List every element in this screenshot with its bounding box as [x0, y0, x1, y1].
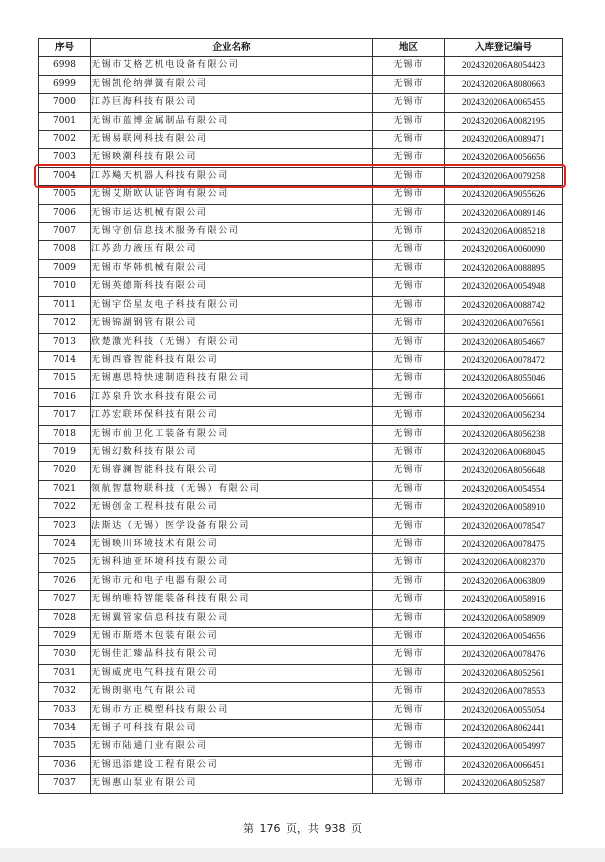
- row-serial-no: 7010: [39, 278, 91, 296]
- row-region: 无锡市: [373, 112, 445, 130]
- row-registration-code: 2024320206A0056661: [445, 388, 563, 406]
- row-registration-code: 2024320206A8062441: [445, 720, 563, 738]
- row-company-name: 无锡市斯塔木包装有限公司: [91, 628, 373, 646]
- row-company-name: 无锡纳唯特智能装备科技有限公司: [91, 591, 373, 609]
- row-serial-no: 7009: [39, 259, 91, 277]
- row-registration-code: 2024320206A8056238: [445, 425, 563, 443]
- row-region: 无锡市: [373, 443, 445, 461]
- table-row: [39, 664, 563, 682]
- row-serial-no: 7034: [39, 720, 91, 738]
- row-company-name: 无锡映川环境技术有限公司: [91, 535, 373, 553]
- page-label-mid: 页，共: [286, 822, 319, 835]
- row-region: 无锡市: [373, 131, 445, 149]
- table-row: [39, 57, 563, 75]
- row-registration-code: 2024320206A0079258: [445, 167, 563, 185]
- row-registration-code: 2024320206A0058916: [445, 591, 563, 609]
- header-registration-code: 入库登记编号: [445, 39, 563, 57]
- row-region: 无锡市: [373, 720, 445, 738]
- row-registration-code: 2024320206A0055054: [445, 701, 563, 719]
- row-company-name: 无锡威虎电气科技有限公司: [91, 664, 373, 682]
- row-region: 无锡市: [373, 480, 445, 498]
- row-company-name: 无锡迅添建设工程有限公司: [91, 756, 373, 774]
- row-serial-no: 7022: [39, 499, 91, 517]
- row-region: 无锡市: [373, 572, 445, 590]
- table-row: [39, 351, 563, 369]
- row-registration-code: 2024320206A0082370: [445, 554, 563, 572]
- table-row: [39, 628, 563, 646]
- row-serial-no: 7026: [39, 572, 91, 590]
- row-company-name: 无锡市方正模塑科技有限公司: [91, 701, 373, 719]
- row-serial-no: 7030: [39, 646, 91, 664]
- row-company-name: 无锡市艾格艺机电设备有限公司: [91, 57, 373, 75]
- row-registration-code: 2024320206A0089471: [445, 131, 563, 149]
- row-serial-no: 7020: [39, 462, 91, 480]
- row-serial-no: 7016: [39, 388, 91, 406]
- table-row: [39, 683, 563, 701]
- table-row: [39, 480, 563, 498]
- row-registration-code: 2024320206A0060090: [445, 241, 563, 259]
- row-company-name: 无锡佳汇臻晶科技有限公司: [91, 646, 373, 664]
- row-registration-code: 2024320206A8054667: [445, 333, 563, 351]
- row-registration-code: 2024320206A0063809: [445, 572, 563, 590]
- table-row: [39, 407, 563, 425]
- row-serial-no: 7005: [39, 186, 91, 204]
- row-registration-code: 2024320206A9055626: [445, 186, 563, 204]
- row-serial-no: 7003: [39, 149, 91, 167]
- row-region: 无锡市: [373, 554, 445, 572]
- row-region: 无锡市: [373, 94, 445, 112]
- row-region: 无锡市: [373, 296, 445, 314]
- row-company-name: 无锡科迪亚环境科技有限公司: [91, 554, 373, 572]
- row-serial-no: 7004: [39, 167, 91, 185]
- row-serial-no: 7031: [39, 664, 91, 682]
- row-region: 无锡市: [373, 628, 445, 646]
- row-company-name: 无锡市运达机械有限公司: [91, 204, 373, 222]
- table-row: [39, 112, 563, 130]
- row-region: 无锡市: [373, 775, 445, 793]
- row-serial-no: 7036: [39, 756, 91, 774]
- row-registration-code: 2024320206A0056234: [445, 407, 563, 425]
- row-region: 无锡市: [373, 407, 445, 425]
- row-serial-no: 7017: [39, 407, 91, 425]
- enterprise-registry-table: [38, 38, 563, 794]
- row-company-name: 法斯达（无锡）医学设备有限公司: [91, 517, 373, 535]
- row-region: 无锡市: [373, 259, 445, 277]
- row-company-name: 无锡易联网科技有限公司: [91, 131, 373, 149]
- row-region: 无锡市: [373, 425, 445, 443]
- row-serial-no: 7014: [39, 351, 91, 369]
- row-registration-code: 2024320206A0078472: [445, 351, 563, 369]
- row-company-name: 无锡市陆通门业有限公司: [91, 738, 373, 756]
- row-registration-code: 2024320206A0056656: [445, 149, 563, 167]
- row-region: 无锡市: [373, 462, 445, 480]
- row-company-name: 无锡凯伦纳弹簧有限公司: [91, 75, 373, 93]
- row-registration-code: 2024320206A0054997: [445, 738, 563, 756]
- row-registration-code: 2024320206A0078476: [445, 646, 563, 664]
- page-total: 938: [324, 822, 346, 835]
- table-row: [39, 572, 563, 590]
- row-registration-code: 2024320206A0088742: [445, 296, 563, 314]
- table-row: [39, 462, 563, 480]
- row-serial-no: 7033: [39, 701, 91, 719]
- row-region: 无锡市: [373, 646, 445, 664]
- row-region: 无锡市: [373, 535, 445, 553]
- row-region: 无锡市: [373, 186, 445, 204]
- row-region: 无锡市: [373, 278, 445, 296]
- row-serial-no: 7001: [39, 112, 91, 130]
- table-row: [39, 738, 563, 756]
- row-serial-no: 7015: [39, 370, 91, 388]
- header-serial-no: 序号: [39, 39, 91, 57]
- table-row: [39, 517, 563, 535]
- row-region: 无锡市: [373, 388, 445, 406]
- row-serial-no: 7035: [39, 738, 91, 756]
- row-company-name: 无锡创金工程科技有限公司: [91, 499, 373, 517]
- row-company-name: 无锡睿澜智能科技有限公司: [91, 462, 373, 480]
- page-label-suffix: 页: [351, 822, 362, 835]
- row-company-name: 江苏宏联环保科技有限公司: [91, 407, 373, 425]
- row-serial-no: 7024: [39, 535, 91, 553]
- row-serial-no: 7011: [39, 296, 91, 314]
- row-serial-no: 6998: [39, 57, 91, 75]
- row-registration-code: 2024320206A0068045: [445, 443, 563, 461]
- row-registration-code: 2024320206A0082195: [445, 112, 563, 130]
- row-serial-no: 6999: [39, 75, 91, 93]
- viewer-bottom-edge: [0, 848, 605, 862]
- row-registration-code: 2024320206A0058909: [445, 609, 563, 627]
- row-region: 无锡市: [373, 315, 445, 333]
- row-company-name: 无锡映潮科技有限公司: [91, 149, 373, 167]
- row-company-name: 欣楚激光科技（无锡）有限公司: [91, 333, 373, 351]
- row-region: 无锡市: [373, 609, 445, 627]
- row-registration-code: 2024320206A8052561: [445, 664, 563, 682]
- row-company-name: 江苏巨海科技有限公司: [91, 94, 373, 112]
- row-serial-no: 7028: [39, 609, 91, 627]
- table-row: [39, 720, 563, 738]
- row-region: 无锡市: [373, 756, 445, 774]
- table-row: [39, 296, 563, 314]
- table-row: [39, 131, 563, 149]
- row-registration-code: 2024320206A0058910: [445, 499, 563, 517]
- header-region: 地区: [373, 39, 445, 57]
- row-registration-code: 2024320206A0078547: [445, 517, 563, 535]
- row-region: 无锡市: [373, 75, 445, 93]
- row-company-name: 江苏泉升饮水科技有限公司: [91, 388, 373, 406]
- row-company-name: 无锡英德斯科技有限公司: [91, 278, 373, 296]
- table-row: [39, 186, 563, 204]
- page-current: 176: [259, 822, 281, 835]
- row-company-name: 无锡子可科技有限公司: [91, 720, 373, 738]
- table-row: [39, 75, 563, 93]
- table-row: [39, 499, 563, 517]
- row-registration-code: 2024320206A0054554: [445, 480, 563, 498]
- row-registration-code: 2024320206A8056648: [445, 462, 563, 480]
- row-serial-no: 7018: [39, 425, 91, 443]
- row-company-name: 无锡宇岱星友电子科技有限公司: [91, 296, 373, 314]
- row-serial-no: 7037: [39, 775, 91, 793]
- row-region: 无锡市: [373, 351, 445, 369]
- table-row: [39, 388, 563, 406]
- row-registration-code: 2024320206A0089146: [445, 204, 563, 222]
- row-company-name: 无锡艾斯欧认证咨询有限公司: [91, 186, 373, 204]
- row-registration-code: 2024320206A0054948: [445, 278, 563, 296]
- row-company-name: 无锡幻数科技有限公司: [91, 443, 373, 461]
- row-registration-code: 2024320206A0085218: [445, 223, 563, 241]
- table-row: [39, 278, 563, 296]
- row-registration-code: 2024320206A8054423: [445, 57, 563, 75]
- row-company-name: 无锡锦湖钢管有限公司: [91, 315, 373, 333]
- table-row: [39, 241, 563, 259]
- row-region: 无锡市: [373, 57, 445, 75]
- table-row: [39, 756, 563, 774]
- table-row: [39, 259, 563, 277]
- row-company-name: 无锡翼管家信息科技有限公司: [91, 609, 373, 627]
- row-region: 无锡市: [373, 241, 445, 259]
- row-region: 无锡市: [373, 664, 445, 682]
- row-company-name: 无锡西睿智能科技有限公司: [91, 351, 373, 369]
- row-serial-no: 7027: [39, 591, 91, 609]
- row-serial-no: 7006: [39, 204, 91, 222]
- row-registration-code: 2024320206A0065455: [445, 94, 563, 112]
- table-row: [39, 223, 563, 241]
- row-company-name: 江苏劲力液压有限公司: [91, 241, 373, 259]
- row-registration-code: 2024320206A0078475: [445, 535, 563, 553]
- table-row: [39, 94, 563, 112]
- table-row: [39, 425, 563, 443]
- row-company-name: 无锡市元和电子电器有限公司: [91, 572, 373, 590]
- table-row: [39, 370, 563, 388]
- table-row: [39, 167, 563, 185]
- table-row: [39, 315, 563, 333]
- row-registration-code: 2024320206A0054656: [445, 628, 563, 646]
- table-row: [39, 554, 563, 572]
- row-serial-no: 7019: [39, 443, 91, 461]
- row-region: 无锡市: [373, 333, 445, 351]
- row-registration-code: 2024320206A0078553: [445, 683, 563, 701]
- row-serial-no: 7032: [39, 683, 91, 701]
- row-company-name: 无锡惠思特快速制造科技有限公司: [91, 370, 373, 388]
- row-company-name: 无锡市华韩机械有限公司: [91, 259, 373, 277]
- row-region: 无锡市: [373, 517, 445, 535]
- row-serial-no: 7021: [39, 480, 91, 498]
- row-serial-no: 7013: [39, 333, 91, 351]
- row-company-name: 领航智慧物联科技（无锡）有限公司: [91, 480, 373, 498]
- row-serial-no: 7025: [39, 554, 91, 572]
- row-company-name: 无锡市蓝博金属制品有限公司: [91, 112, 373, 130]
- row-serial-no: 7002: [39, 131, 91, 149]
- row-region: 无锡市: [373, 204, 445, 222]
- row-region: 无锡市: [373, 167, 445, 185]
- row-company-name: 无锡守创信息技术服务有限公司: [91, 223, 373, 241]
- table-row: [39, 775, 563, 793]
- row-company-name: 江苏飚天机器人科技有限公司: [91, 167, 373, 185]
- table-row: [39, 443, 563, 461]
- row-region: 无锡市: [373, 499, 445, 517]
- table-row: [39, 204, 563, 222]
- page-label-prefix: 第: [243, 822, 254, 835]
- table-row: [39, 591, 563, 609]
- row-company-name: 无锡市前卫化工装备有限公司: [91, 425, 373, 443]
- row-region: 无锡市: [373, 738, 445, 756]
- row-registration-code: 2024320206A8080663: [445, 75, 563, 93]
- table-row: [39, 701, 563, 719]
- table-row: [39, 149, 563, 167]
- table-row: [39, 646, 563, 664]
- row-registration-code: 2024320206A8052587: [445, 775, 563, 793]
- row-serial-no: 7029: [39, 628, 91, 646]
- table-row: [39, 535, 563, 553]
- row-registration-code: 2024320206A0076561: [445, 315, 563, 333]
- row-region: 无锡市: [373, 370, 445, 388]
- row-region: 无锡市: [373, 591, 445, 609]
- row-region: 无锡市: [373, 701, 445, 719]
- row-serial-no: 7000: [39, 94, 91, 112]
- row-registration-code: 2024320206A0088895: [445, 259, 563, 277]
- row-company-name: 无锡朗驱电气有限公司: [91, 683, 373, 701]
- row-serial-no: 7023: [39, 517, 91, 535]
- table-row: [39, 333, 563, 351]
- header-company-name: 企业名称: [91, 39, 373, 57]
- row-region: 无锡市: [373, 683, 445, 701]
- row-company-name: 无锡惠山泵业有限公司: [91, 775, 373, 793]
- row-region: 无锡市: [373, 149, 445, 167]
- row-registration-code: 2024320206A0066451: [445, 756, 563, 774]
- row-serial-no: 7008: [39, 241, 91, 259]
- row-region: 无锡市: [373, 223, 445, 241]
- row-serial-no: 7007: [39, 223, 91, 241]
- row-serial-no: 7012: [39, 315, 91, 333]
- row-registration-code: 2024320206A8055046: [445, 370, 563, 388]
- page-footer: [0, 820, 605, 836]
- table-row: [39, 609, 563, 627]
- table-header-row: [39, 39, 563, 57]
